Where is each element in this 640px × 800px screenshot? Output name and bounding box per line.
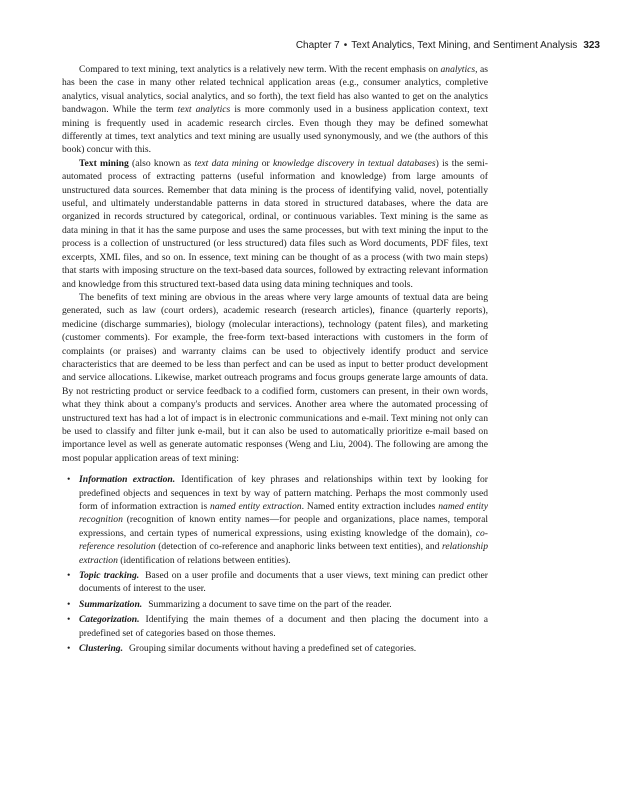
bullet: • <box>67 614 71 626</box>
list-item-information-extraction <box>62 473 488 567</box>
bullet: • <box>67 570 71 582</box>
page-number: 323 <box>583 40 600 51</box>
b1-text-c: . Named entity extraction includes <box>301 501 439 512</box>
p1-text-a: Compared to text mining, text analytics is a relatively new term. With the recent emphasis on <box>79 64 441 75</box>
paragraph-benefits: The benefits of text mining are obvious in the areas where very large amounts of textual data are being generated, such as law (court orders), academic research (research articles), finance (quarterly reports), medicine (discharge summaries), biology (molecular interactions), technology (patent files), and marketing (customer comments). For example, the free-form text-based interactions with customers in the form of complaints (or praises) and warranty claims can be used to objectively identify product and service characteristics that are deemed to be less than perfect and can be used as input to better product development and service allocations. Likewise, market outreach programs and focus groups generate large amounts of data. By not restricting product or service feedback to a codified form, customers can present, in their own words, what they think about a company's products and services. Another area where the automated processing of unstructured text has had a lot of impact is in electronic communications and e-mail. Text mining not only can be used to classify and filter junk e-mail, but it can also be used to automatically prioritize e-mail based on importance level as well as generate automatic responses (Weng and Liu, 2004). The following are among the most popular application areas of text mining: <box>62 291 488 464</box>
chapter-label: Chapter 7 <box>295 40 340 51</box>
b1-em-named-entity-extraction: named entity extraction <box>210 501 302 512</box>
paragraph-text-analytics <box>62 63 488 157</box>
item-lead: Summarization. <box>79 598 143 610</box>
b1-text-a: Identification of key phrases and relationships within text by looking for predefined objects and sequences in text by way of pattern matching. Perhaps the most commonly used form of information extraction is <box>79 474 488 512</box>
item-text: Identifying the main themes of a document and then placing the document into a predefined set of categories based on those themes. <box>79 614 488 639</box>
bullet: • <box>67 474 71 486</box>
list-item-topic-tracking <box>62 569 488 596</box>
term-text-mining: Text mining <box>79 157 129 169</box>
item-lead: Information extraction. <box>79 474 176 486</box>
chapter-title: Text Analytics, Text Mining, and Sentiment Analysis <box>351 40 578 51</box>
item-lead: Clustering. <box>79 643 123 655</box>
b1-text-e: (recognition of known entity names—for people and organizations, place names, temporal expressions, and certain types of numerical expressions, using existing knowledge of the domain), <box>79 514 488 539</box>
p2-text-e: ) is the semi-automated process of extracting patterns (useful information and knowledge) from large amounts of unstructured data sources. Remember that data mining is the process of identifying valid, novel, potentially useful, and ultimately understandable patterns in data stored in structured databases, where the data are organized in records structured by categorical, ordinal, or continuous variables. Text mining is the same as data mining in that it has the same purpose and uses the same processes, but with text mining the input to the process is a collection of unstructured (or less structured) data files such as Word documents, PDF files, text excerpts, XML files, and so on. In essence, text mining can be thought of as a process (with two main steps) that starts with imposing structure on the text-based data sources, followed by extracting relevant information and knowledge from this structured text-based data using data mining techniques and tools. <box>62 157 489 290</box>
paragraph-text-mining-definition <box>62 157 488 291</box>
running-header <box>62 40 600 52</box>
b1-text-g: (detection of co-reference and anaphoric links between text entities), and <box>155 541 442 553</box>
p1-text-e: is more commonly used in a business application context, text mining is frequently used in academic research circles. Even though they may be defined somewhat differently at times, text analytics and text mining are usually used synonymously, and we (the authors of this book) concur with this. <box>62 104 488 156</box>
list-item-categorization <box>62 613 488 640</box>
item-text: Summarizing a document to save time on the part of the reader. <box>148 598 392 610</box>
p1-text-c: as has been the case in many other related technical application areas (e.g., consumer analytics, completive analytics, visual analytics, social analytics, and so forth), the text field has also wanted to get on the analytics bandwagon. While the term <box>62 64 488 116</box>
b1-em-relationship-extraction: relationship extraction <box>79 541 488 566</box>
p2-text-a: (also known as <box>128 157 195 169</box>
item-text: Grouping similar documents without having a predefined set of categories. <box>129 643 417 655</box>
item-lead: Categorization. <box>79 614 140 626</box>
p1-em-text-analytics: text analytics <box>177 104 231 116</box>
header-separator: • <box>343 40 348 51</box>
page-body <box>62 63 488 657</box>
application-areas-list <box>62 473 488 655</box>
b1-em-named-entity-recognition: named entity recognition <box>79 501 488 526</box>
p2-em-kdd-textual: knowledge discovery in textual databases <box>273 157 436 169</box>
list-item-clustering <box>62 642 488 655</box>
bullet: • <box>67 598 71 610</box>
p2-em-text-data-mining: text data mining <box>194 157 259 169</box>
b1-em-co-reference-resolution: co-reference resolution <box>79 527 488 553</box>
item-text: Based on a user profile and documents that a user views, text mining can predict other documents of interest to the user. <box>79 570 488 595</box>
list-item-summarization <box>62 598 488 611</box>
p1-em-analytics: analytics, <box>440 64 478 75</box>
b1-text-i: (identification of relations between entities). <box>117 554 291 566</box>
bullet: • <box>67 643 71 655</box>
item-lead: Topic tracking. <box>79 570 140 582</box>
p2-text-c: or <box>258 157 273 169</box>
